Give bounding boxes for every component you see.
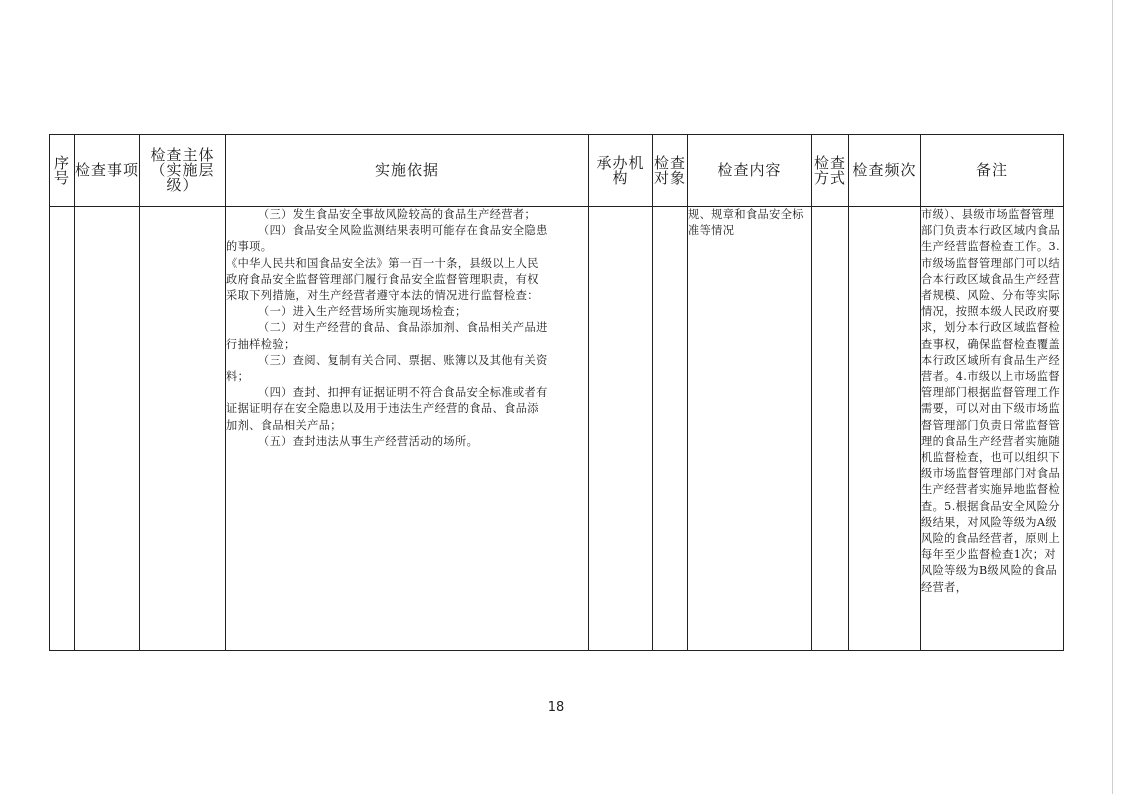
header-index: 序号 <box>50 135 75 207</box>
page-number: 18 <box>547 700 565 715</box>
notes-text: 市级）、县级市场监督管理部门负责本行政区域内食品生产经营监督检查工作。3.市级场监督管理部门可以结合本行政区域食品生产经营者规模、风险、分布等实际情况，按照本级人民政府要求，划分本行政区域监督检查事权，确保监督检查覆盖本行政区域所有食品生产经营者。4.市级以上市场监督管理部门根据监督管理工作需要，可以对由下级市场监督管理部门负责日常监督管理的食品生产经营者实施随机监督检查，也可以组织下级市场监督管理部门对食品生产经营者实施异地监督检查。5.根据食品安全风险分级结果，对风险等级为A级风险的食品经营者，原则上每年至少监督检查1次；对风险等级为B级风险的食品经营者， <box>921 208 1061 594</box>
cell-frequency <box>849 207 921 651</box>
cell-method <box>812 207 849 651</box>
basis-line: 政府食品安全监督管理部门履行食品安全监督管理职责，有权 <box>226 272 539 286</box>
basis-line: 采取下列措施，对生产经营者遵守本法的情况进行监督检查： <box>226 289 539 303</box>
basis-line: （一）进入生产经营场所实施现场检查； <box>258 305 467 319</box>
page-edge-line <box>1112 0 1113 794</box>
cell-index <box>50 207 75 651</box>
cell-notes <box>921 207 1064 651</box>
basis-line: （三）查阅、复制有关合同、票据、账簿以及其他有关资 <box>258 353 548 367</box>
table-row <box>50 207 1064 651</box>
cell-agency <box>589 207 653 651</box>
header-subject-line1: 检查主体 <box>150 146 215 164</box>
basis-line: 证据证明存在安全隐患以及用于违法生产经营的食品、食品添 <box>226 402 539 416</box>
basis-line: 加剂、食品相关产品； <box>226 418 342 432</box>
basis-line: （五）查封违法从事生产经营活动的场所。 <box>258 434 479 448</box>
basis-line: （三）发生食品安全事故风险较高的食品生产经营者； <box>258 208 537 221</box>
header-content: 检查内容 <box>688 135 812 207</box>
header-notes: 备注 <box>921 135 1064 207</box>
content-text: 规、规章和食品安全标准等情况 <box>688 208 804 238</box>
cell-item <box>75 207 140 651</box>
basis-line: 的事项。 <box>226 240 273 254</box>
table-header-row <box>50 135 1064 207</box>
cell-subject <box>140 207 226 651</box>
basis-line: （二）对生产经营的食品、食品添加剂、食品相关产品进 <box>258 321 548 335</box>
header-subject-line2: （实施层级） <box>150 161 215 194</box>
cell-basis <box>226 207 589 651</box>
header-frequency: 检查频次 <box>849 135 921 207</box>
cell-object <box>653 207 688 651</box>
header-subject <box>140 135 226 207</box>
inspection-table <box>49 134 1064 651</box>
basis-line: （四）食品安全风险监测结果表明可能存在食品安全隐患 <box>258 224 548 238</box>
header-method: 检查方式 <box>812 135 849 207</box>
header-agency: 承办机构 <box>589 135 653 207</box>
basis-line: 料； <box>226 370 250 384</box>
cell-content <box>688 207 812 651</box>
header-object: 检查对象 <box>653 135 688 207</box>
basis-line: （四）查封、扣押有证据证明不符合食品安全标准或者有 <box>258 386 548 400</box>
basis-line: 《中华人民共和国食品安全法》第一百一十条，县级以上人民 <box>226 256 539 270</box>
header-item: 检查事项 <box>75 135 140 207</box>
basis-line: 行抽样检验； <box>226 337 296 351</box>
header-basis: 实施依据 <box>226 135 589 207</box>
